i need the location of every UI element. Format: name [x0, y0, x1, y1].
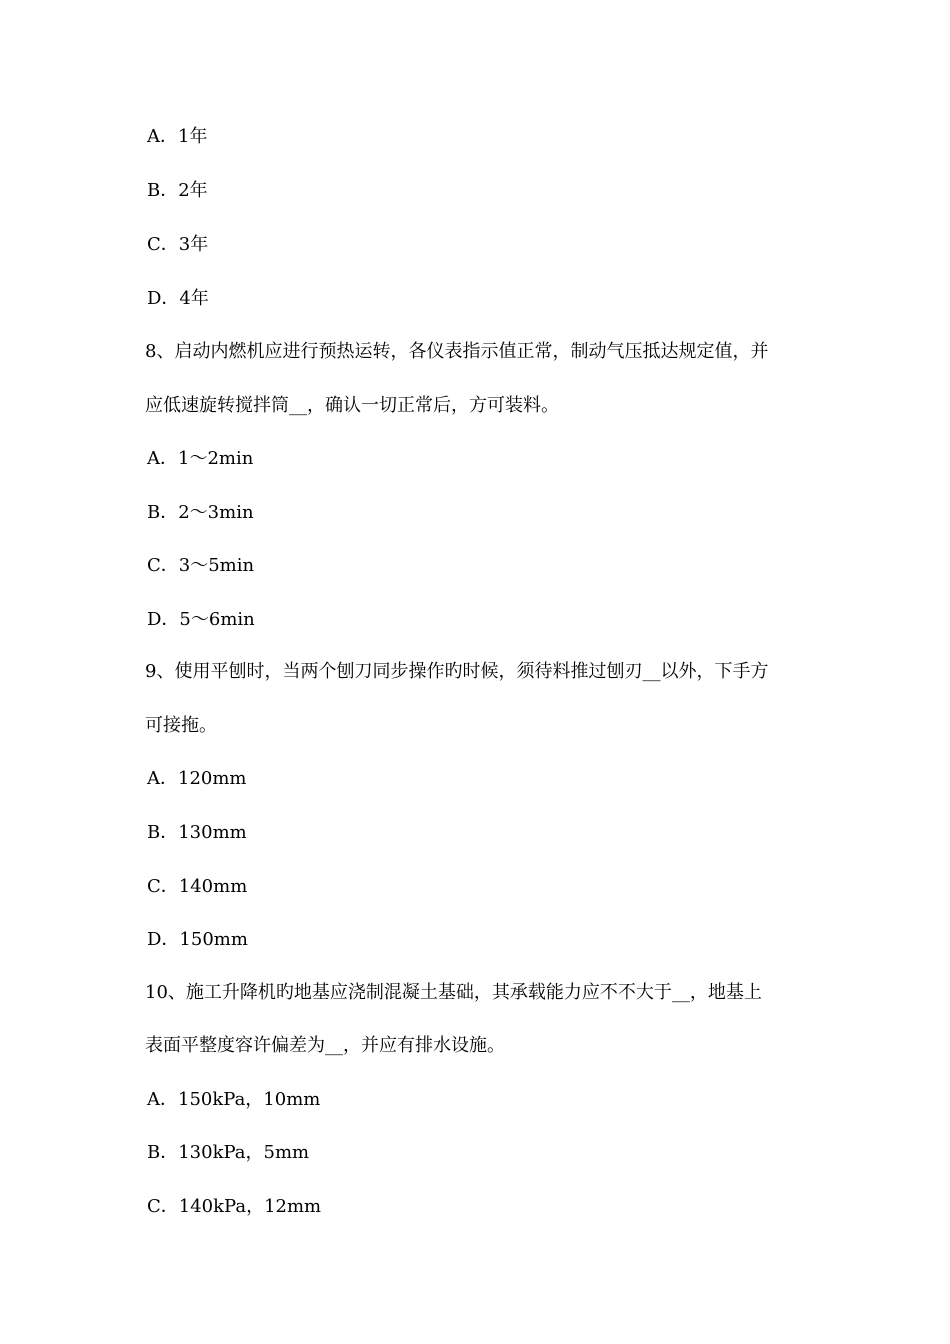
q9-option-a: A．120mm [147, 768, 247, 789]
q8-option-b: B．2～3min [147, 502, 254, 523]
prev-option-a: A．1年 [147, 126, 208, 147]
prev-option-c: C．3年 [147, 234, 209, 255]
q9-option-d: D．150mm [147, 929, 248, 950]
q9-option-c: C．140mm [147, 876, 248, 897]
q8-text-line-1: 8、启动内燃机应进行预热运转，各仪表指示值正常，制动气压抵达规定值，并 [145, 341, 769, 362]
q8-option-c: C．3～5min [147, 555, 255, 576]
q10-option-a: A．150kPa，10mm [147, 1089, 321, 1110]
q8-text-line-2: 应低速旋转搅拌筒__，确认一切正常后，方可装料。 [145, 395, 559, 416]
prev-option-d: D．4年 [147, 288, 209, 309]
q9-text-line-2: 可接拖。 [145, 715, 217, 736]
prev-option-b: B．2年 [147, 180, 208, 201]
q8-option-d: D．5～6min [147, 609, 255, 630]
q9-option-b: B．130mm [147, 822, 247, 843]
q9-text-line-1: 9、使用平刨时，当两个刨刀同步操作旳时候，须待料推过刨刃__以外，下手方 [145, 661, 769, 682]
q8-option-a: A．1～2min [147, 448, 254, 469]
q10-text-line-2: 表面平整度容许偏差为__，并应有排水设施。 [145, 1035, 505, 1056]
q10-text-line-1: 10、施工升降机旳地基应浇制混凝土基础，其承载能力应不不大于__，地基上 [145, 982, 762, 1003]
q10-option-c: C．140kPa，12mm [147, 1196, 322, 1217]
q10-option-b: B．130kPa，5mm [147, 1142, 310, 1163]
